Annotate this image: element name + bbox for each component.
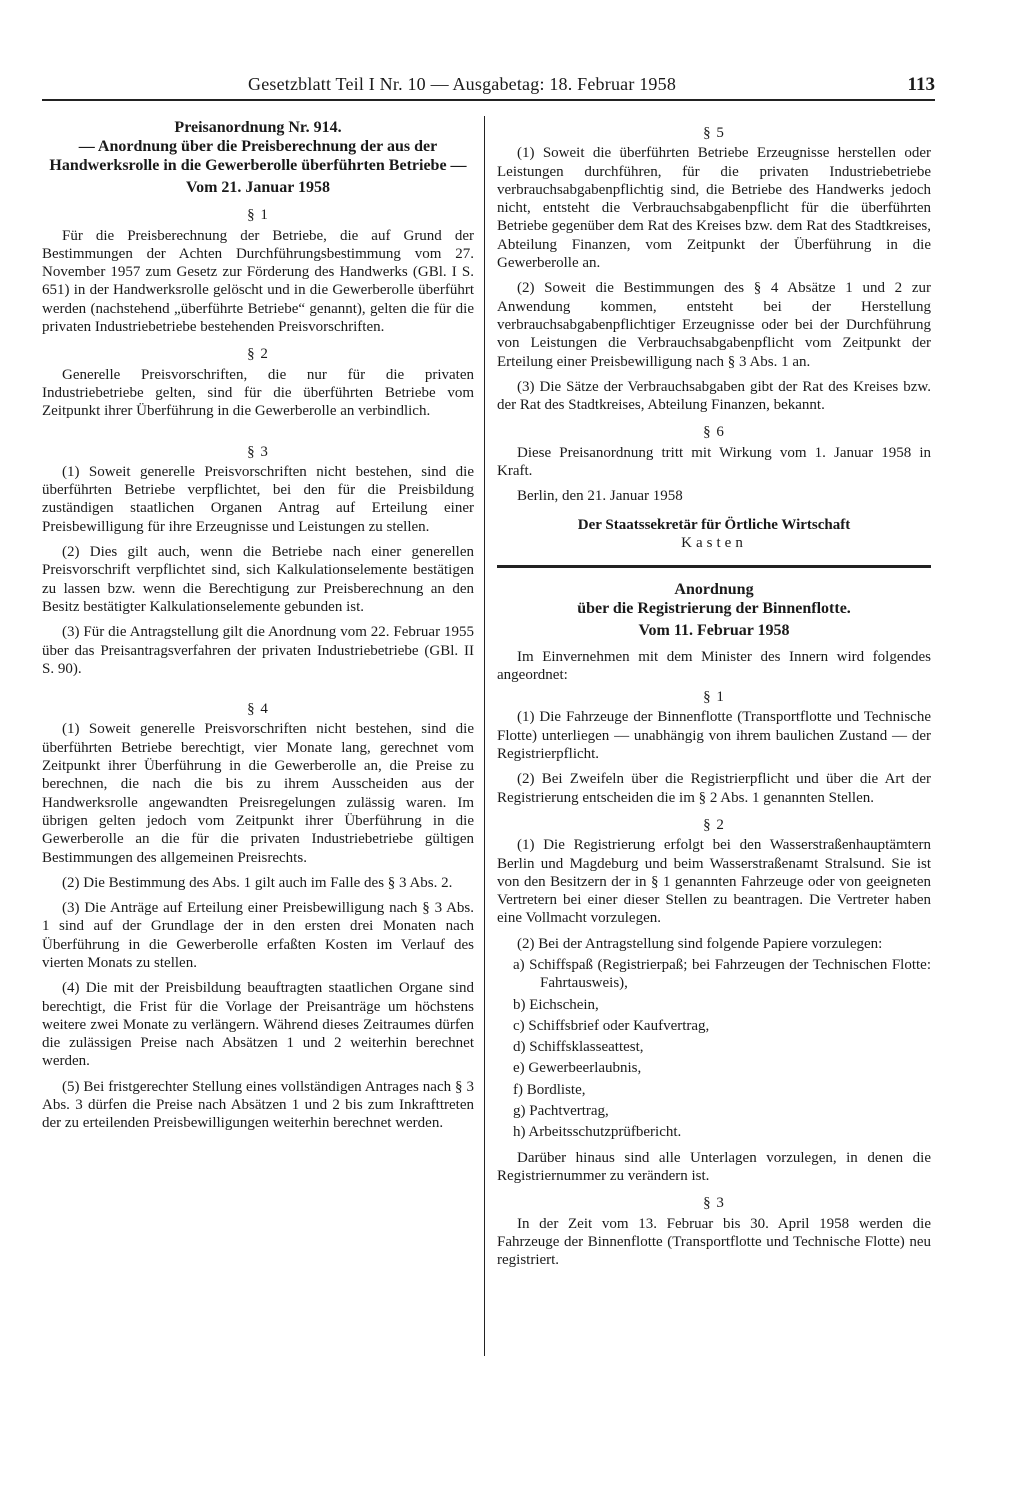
order2-title-line1: Anordnung xyxy=(674,581,754,599)
list-item: a) Schiffspaß (Registrierpaß; bei Fahrzeugen der Technischen Flotte: Fahrtausweis), xyxy=(513,956,931,992)
place-date: Berlin, den 21. Januar 1958 xyxy=(517,488,683,505)
right-column xyxy=(497,118,931,1269)
paragraph: (4) Die mit der Preisbildung beauftragten staatlichen Organe sind berechtigt, die Frist für die Vorlage der Preisanträge um höchstens weitere zwei Monate zu verlängern. Während dieses Zeitraumes dürfen die zulässigen Preise nach Absätzen 1 und 2 weiterhin berechnet werden. xyxy=(42,980,474,1070)
order2-title-line2: über die Registrierung der Binnenflotte. xyxy=(577,600,851,618)
paragraph: (2) Bei der Antragstellung sind folgende Papiere vorzulegen: xyxy=(517,935,883,952)
paragraph: Im Einvernehmen mit dem Minister des Innern wird folgendes angeordnet: xyxy=(497,648,931,683)
paragraph: Diese Preisanordnung tritt mit Wirkung vom 1. Januar 1958 in Kraft. xyxy=(497,444,931,480)
section-heading: § 3 xyxy=(703,1195,725,1212)
section-heading: § 1 xyxy=(703,689,725,706)
list-item: f) Bordliste, xyxy=(513,1081,586,1098)
section-heading: § 3 xyxy=(247,443,269,460)
section-heading: § 1 xyxy=(247,207,269,224)
paragraph: Generelle Preisvorschriften, die nur für die privaten Industriebetriebe gelten, sind für die überführten Betriebe vom Zeitpunkt ihrer Überführung in die Gewerberolle an verbindlich. xyxy=(42,366,474,420)
order2-date: Vom 11. Februar 1958 xyxy=(638,622,790,640)
paragraph: Darüber hinaus sind alle Unterlagen vorzulegen, in denen die Registriernummer zu verändern ist. xyxy=(497,1149,931,1184)
paragraph: (2) Bei Zweifeln über die Registrierpflicht und über die Art der Registrierung entscheiden die im § 2 Abs. 1 genannten Stellen. xyxy=(497,771,931,806)
paragraph: (3) Für die Antragstellung gilt die Anordnung vom 22. Februar 1955 über das Preisantragsverfahren der privaten Industriebetriebe (GBl. II S. 90). xyxy=(42,624,474,677)
documents-list xyxy=(497,956,931,1142)
paragraph: (1) Soweit die überführten Betriebe Erzeugnisse herstellen oder Leistungen durchführen, für die privaten Industriebetriebe verbrauchsabgabenpflichtig sind, die Betriebe des Handwerks jedoch nicht, entsteht die Verbrauchsabgabenpflicht für die überführten Betriebe gegenüber dem Rat des Kreises bzw. dem Rat des Stadtkreises, Abteilung Finanzen, vom Zeitpunkt der Überführung in die Gewerberolle an. xyxy=(497,145,931,272)
section-heading: § 5 xyxy=(703,125,725,141)
section-heading: § 2 xyxy=(247,346,269,363)
paragraph: (3) Die Anträge auf Erteilung einer Preisbewilligung nach § 3 Abs. 1 sind auf der Grundlage der in den ersten drei Monaten nach Überführung in die Gewerberolle erfaßten Kosten im Verlauf des vierten Monats zu stellen. xyxy=(42,900,474,971)
paragraph: (1) Die Registrierung erfolgt bei den Wasserstraßenhauptämtern Berlin und Magdeburg und beim Wasserstraßenamt Stralsund. Sie ist von den Besitzern der in § 1 genannten Fahrzeuge oder von geeigneten Vertretern bei einer dieser Stellen zu beantragen. Die Vertreter haben eine Vollmacht vorzulegen. xyxy=(497,837,931,927)
signatory-name: Kasten xyxy=(681,534,747,551)
page-number: 113 xyxy=(907,74,935,95)
left-column xyxy=(42,118,474,1133)
page-header xyxy=(42,72,935,102)
paragraph: (2) Dies gilt auch, wenn die Betriebe nach einer generellen Preisvorschrift verpflichtet sind, sich Kalkulationselemente bestätigen zu lassen bzw. wenn die Berechtigung zur Preisberechnung an den Besitz bestätigter Kalkulationselemente gebunden ist. xyxy=(42,544,474,615)
section-heading: § 2 xyxy=(703,816,725,833)
header-title: Gesetzblatt Teil I Nr. 10 — Ausgabetag: 18. Februar 1958 xyxy=(248,74,677,94)
paragraph: (2) Soweit die Bestimmungen des § 4 Absätze 1 und 2 zur Anwendung kommen, entsteht bei der Herstellung verbrauchsabgabenpflichtiger Erzeugnisse oder bei der Durchführung von Leistungen die Verbrauchsabgabenpflicht vom Zeitpunkt der Erteilung einer Preisbewilligung nach § 3 Abs. 1 an. xyxy=(497,280,931,370)
list-item: b) Eichschein, xyxy=(513,996,599,1013)
list-item: d) Schiffsklasseattest, xyxy=(513,1039,644,1056)
paragraph: (2) Die Bestimmung des Abs. 1 gilt auch im Falle des § 3 Abs. 2. xyxy=(62,874,453,891)
list-item: e) Gewerbeerlaubnis, xyxy=(513,1060,642,1077)
list-item: h) Arbeitsschutzprüfbericht. xyxy=(513,1124,682,1141)
header-rule xyxy=(42,99,935,101)
list-item: c) Schiffsbrief oder Kaufvertrag, xyxy=(513,1017,710,1034)
order-number: Preisanordnung Nr. 914. xyxy=(174,119,342,136)
section-heading: § 4 xyxy=(247,701,269,718)
column-divider xyxy=(484,116,485,1356)
paragraph: Für die Preisberechnung der Betriebe, die auf Grund der Bestimmungen der Achten Durchführungsbestimmung vom 27. November 1957 zum Gesetz zur Förderung des Handwerks (GBl. I S. 651) in der Handwerksrolle gelöscht und in die Gewerberolle überführt werden (nachstehend „überführte Betriebe“ genannt), gelten die für die privaten Industriebetriebe bestehenden Preisvorschriften. xyxy=(42,227,474,336)
paragraph: (1) Die Fahrzeuge der Binnenflotte (Transportflotte und Technische Flotte) unterliegen — unabhängig von ihrem baulichen Zustand — der Registrierpflicht. xyxy=(497,709,931,763)
paragraph: (5) Bei fristgerechter Stellung eines vollständigen Antrages nach § 3 Abs. 3 dürfen die Preise nach Absätzen 1 und 2 bis zum Inkrafttreten der zu erteilenden Preisbewilligungen weiterhin berechnet werden. xyxy=(42,1078,474,1132)
section-heading: § 6 xyxy=(703,424,725,441)
paragraph: (1) Soweit generelle Preisvorschriften nicht bestehen, sind die überführten Betriebe verpflichtet, bei den für die Preisbildung zuständigen staatlichen Organen Antrag auf Erteilung einer Preisbewilligung für ihre Erzeugnisse und Leistungen zu stellen. xyxy=(42,463,474,535)
paragraph: (1) Soweit generelle Preisvorschriften nicht bestehen, sind die überführten Betriebe berechtigt, vier Monate lang, gerechnet vom Zeitpunkt ihrer Überführung in die Gewerberolle an, die Preise zu berechnen, die nach die bis zu ihrem Ausscheiden aus der Handwerksrolle angewandten Preisregelungen zulässig waren. Im übrigen gelten jedoch vom Zeitpunkt ihrer Überführung in die Gewerberolle an die für die privaten Industriebetriebe gültigen Bestimmungen des allgemeinen Preisrechts. xyxy=(42,721,474,866)
paragraph: (3) Die Sätze der Verbrauchsabgaben gibt der Rat des Kreises bzw. der Rat des Stadtkreises, Abteilung Finanzen, bekannt. xyxy=(497,378,931,414)
order-date: Vom 21. Januar 1958 xyxy=(185,179,331,196)
order-title: — Anordnung über die Preisberechnung der aus der Handwerksrolle in die Gewerberolle überführten Betriebe — xyxy=(49,138,467,174)
section-rule xyxy=(497,565,931,568)
signatory-title: Der Staatssekretär für Örtliche Wirtschaft xyxy=(577,516,851,533)
list-item: g) Pachtvertrag, xyxy=(513,1103,609,1120)
paragraph: In der Zeit vom 13. Februar bis 30. April 1958 werden die Fahrzeuge der Binnenflotte (Transportflotte und Technische Flotte) neu registriert. xyxy=(497,1215,931,1269)
